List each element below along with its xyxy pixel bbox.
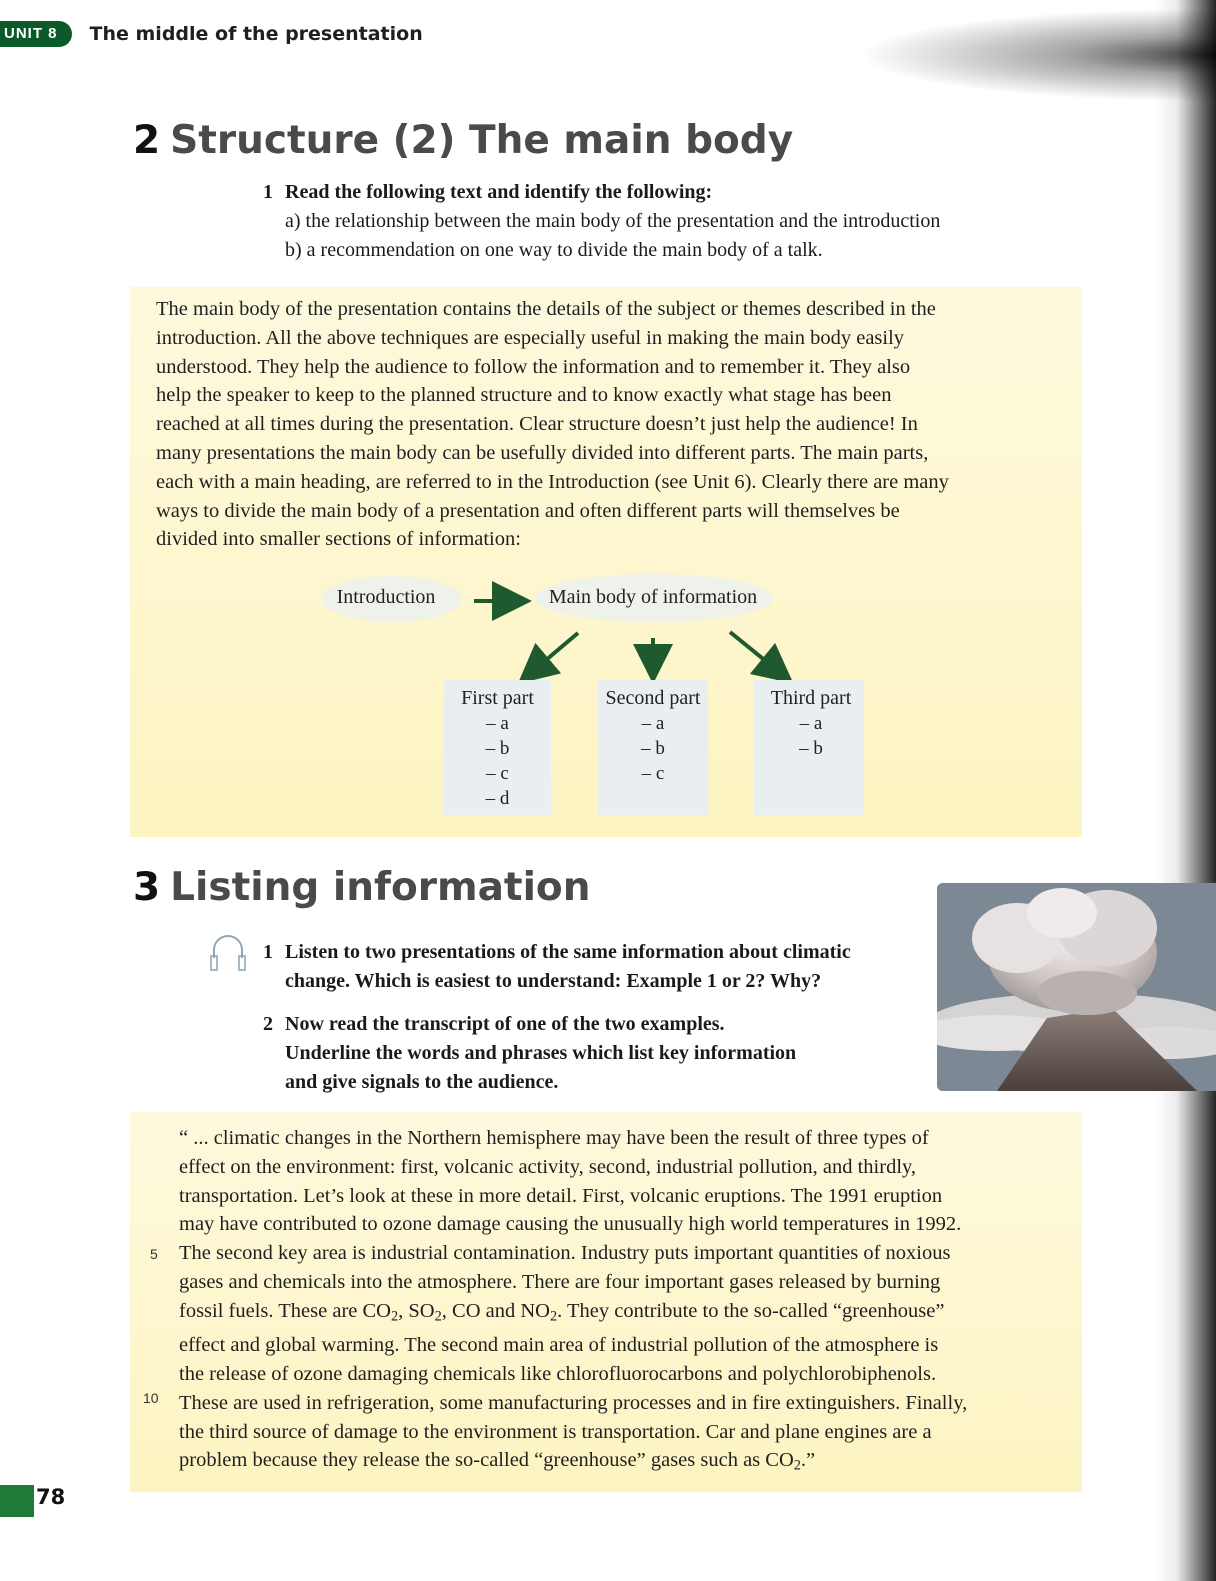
subscript: 2 — [549, 1308, 558, 1325]
volcano-illustration — [937, 883, 1216, 1091]
paragraph-line: each with a main heading, are referred to in the Introduction (see Unit 6). Clearly there are many — [156, 470, 949, 493]
section-title: Listing information — [170, 865, 591, 910]
first-part — [444, 686, 551, 811]
section-3-task-2 — [263, 1010, 925, 1097]
paragraph-line: The main body of the presentation contains the details of the subject or themes described in the — [156, 298, 936, 320]
part-item: – a — [641, 713, 665, 734]
arrow-to-first-part — [533, 633, 578, 671]
line-number: 5 — [150, 1246, 158, 1262]
task-number: 1 — [263, 941, 273, 963]
paragraph-line: understood. They help the audience to follow the information and to remember it. They also — [156, 355, 911, 378]
unit-tab: UNIT 8 — [0, 21, 72, 47]
section-3-heading — [133, 865, 591, 910]
transcript-line: gases and chemicals into the atmosphere. There are four important gases released by burning — [179, 1270, 941, 1293]
paragraph-line: many presentations the main body can be usefully divided into different parts. The main parts, — [156, 441, 929, 464]
section-title: Structure (2) The main body — [170, 118, 794, 163]
text-run: , SO — [398, 1299, 435, 1322]
paragraph-line: divided into smaller sections of information: — [156, 528, 521, 551]
section-number: 3 — [133, 865, 161, 910]
transcript-line: “ ... climatic changes in the Northern hemisphere may have been the result of three types of — [179, 1127, 929, 1149]
diagram-main-label: Main body of information — [548, 586, 758, 608]
part-item: – c — [641, 763, 665, 784]
task-number: 2 — [263, 1013, 273, 1035]
part-item: – a — [799, 713, 823, 734]
task-number: 1 — [263, 181, 273, 203]
text-run: fossil fuels. These are CO — [179, 1299, 391, 1322]
task-line: Now read the transcript of one of the two examples. — [285, 1013, 725, 1035]
text-run: . They contribute to the so-called “greenhouse” — [557, 1299, 945, 1322]
volcano-eruption-photo — [937, 883, 1216, 1091]
task-line: Listen to two presentations of the same information about climatic — [285, 941, 851, 963]
text-run: problem because they release the so-called “greenhouse” gases such as CO — [179, 1449, 794, 1472]
task-item-b: b) a recommendation on one way to divide the main body of a talk. — [285, 239, 823, 261]
transcript-line: the release of ozone damaging chemicals like chlorofluorocarbons and polychlorobiphenols. — [179, 1362, 937, 1385]
transcript-text — [179, 1124, 1074, 1481]
transcript-line — [179, 1446, 1074, 1480]
text-run: .” — [800, 1449, 816, 1472]
transcript-line: These are used in refrigeration, some manufacturing processes and in fire extinguishers. Finally, — [179, 1391, 968, 1414]
part-item: – d — [485, 788, 510, 809]
transcript-line: transportation. Let’s look at these in more detail. First, volcanic eruptions. The 1991 eruption — [179, 1184, 943, 1207]
part-title: First part — [461, 687, 534, 709]
part-item: – a — [486, 713, 509, 734]
third-part — [754, 686, 868, 761]
part-item: – b — [641, 738, 665, 759]
paragraph-line: introduction. All the above techniques are especially useful in making the main body easily — [156, 326, 905, 349]
page-number: 78 — [36, 1485, 66, 1509]
transcript-line — [179, 1297, 1074, 1331]
page-number-tab — [0, 1485, 34, 1517]
part-item: – c — [486, 763, 509, 784]
task-line: and give signals to the audience. — [285, 1071, 559, 1093]
transcript-line: may have contributed to ozone damage causing the unusually high world temperatures in 1992. — [179, 1213, 962, 1236]
transcript-line: The second key area is industrial contamination. Industry puts important quantities of noxious — [179, 1242, 951, 1265]
task-line: Underline the words and phrases which list key information — [285, 1042, 797, 1064]
section-number: 2 — [133, 118, 161, 163]
diagram-intro-label: Introduction — [336, 586, 436, 608]
part-title: Second part — [605, 687, 701, 709]
task-prompt: Read the following text and identify the following: — [285, 181, 713, 203]
task-line: change. Which is easiest to understand: Example 1 or 2? Why? — [285, 970, 822, 992]
second-part — [598, 686, 708, 786]
paragraph-line: ways to divide the main body of a presentation and often different parts will themselves be — [156, 499, 900, 522]
part-item: – b — [485, 738, 510, 759]
text-run: , CO and NO — [441, 1299, 550, 1322]
subscript: 2 — [434, 1308, 442, 1325]
subscript: 2 — [793, 1457, 801, 1474]
part-title: Third part — [770, 687, 852, 709]
paragraph-line: reached at all times during the presentation. Clear structure doesn’t just help the audience! In — [156, 413, 918, 436]
paragraph-line: help the speaker to keep to the planned structure and to know exactly what stage has been — [156, 384, 892, 407]
headphones-icon — [208, 932, 248, 974]
task-item-a: a) the relationship between the main body of the presentation and the introduction — [285, 210, 941, 232]
transcript-line: effect on the environment: first, volcanic activity, second, industrial pollution, and thirdly, — [179, 1155, 917, 1178]
part-item: – b — [799, 738, 823, 759]
subscript: 2 — [390, 1308, 399, 1325]
line-number: 10 — [143, 1390, 159, 1406]
transcript-line: effect and global warming. The second main area of industrial pollution of the atmosphere is — [179, 1334, 939, 1357]
arrow-to-third-part — [730, 632, 778, 671]
transcript-line: the third source of damage to the environment is transportation. Car and plane engines are a — [179, 1420, 932, 1443]
unit-title: The middle of the presentation — [89, 23, 423, 45]
section-3-task-1 — [263, 938, 945, 996]
